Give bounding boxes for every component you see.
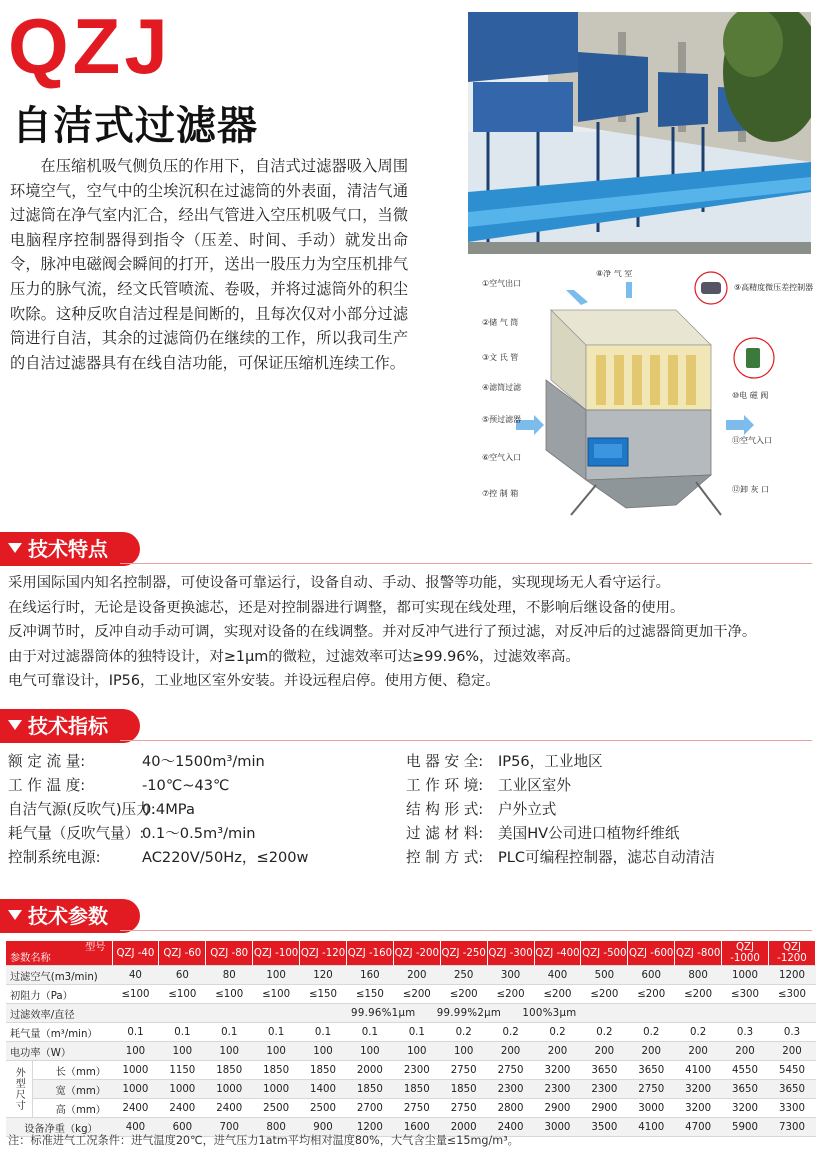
table-cell: 2000	[440, 1118, 487, 1137]
diag-label-l4: ④滤筒过滤	[482, 383, 522, 392]
diag-label-l6: ⑥空气入口	[482, 453, 522, 462]
table-cell: 200	[768, 1042, 815, 1061]
table-cell: 3650	[581, 1061, 628, 1080]
model-header: QZJ -40	[112, 941, 159, 966]
table-cell: 200	[581, 1042, 628, 1061]
table-cell: 0.1	[206, 1023, 253, 1042]
table-cell: 120	[300, 966, 347, 985]
table-cell: 250	[440, 966, 487, 985]
table-cell: 3650	[628, 1061, 675, 1080]
table-corner-cell	[6, 941, 112, 966]
row-label: 过滤空气(m3/min)	[6, 966, 112, 985]
table-cell: 200	[393, 966, 440, 985]
spec-row	[406, 846, 715, 870]
table-cell: 0.3	[722, 1023, 769, 1042]
spec-label: 工 作 环 境:	[406, 777, 484, 794]
corner-model-label: 型号	[85, 942, 106, 953]
spec-label: 额 定 流 量:	[8, 753, 86, 770]
model-header: QZJ -160	[346, 941, 393, 966]
spec-label: 自洁气源(反吹气)压力:	[8, 801, 156, 818]
row-label: 长（mm）	[32, 1061, 112, 1080]
model-header: QZJ -500	[581, 941, 628, 966]
table-cell: 3200	[675, 1099, 722, 1118]
table-cell: 2300	[487, 1080, 534, 1099]
table-cell: 0.1	[253, 1023, 300, 1042]
table-cell: 2900	[581, 1099, 628, 1118]
table-cell: 0.1	[159, 1023, 206, 1042]
spec-value: 0.4MPa	[142, 801, 195, 818]
table-cell: 0.1	[112, 1023, 159, 1042]
diag-label-l2: ②储 气 筒	[482, 318, 519, 327]
table-cell: 1850	[440, 1080, 487, 1099]
table-cell: 100	[206, 1042, 253, 1061]
triangle-icon	[8, 910, 22, 920]
table-cell: 3200	[722, 1099, 769, 1118]
diag-label-r2: ⑨高精度微压差控制器	[734, 283, 814, 292]
table-cell: 100	[346, 1042, 393, 1061]
table-cell: ≤200	[581, 985, 628, 1004]
spec-value: PLC可编程控制器，滤芯自动清洁	[498, 849, 715, 866]
section-header-specs	[0, 709, 820, 743]
table-cell: ≤200	[628, 985, 675, 1004]
table-cell: 100	[300, 1042, 347, 1061]
table-row	[6, 1061, 816, 1080]
diag-label-r3: ⑩电 磁 阀	[732, 391, 769, 400]
table-cell: 3650	[768, 1080, 815, 1099]
section-header-params	[0, 899, 820, 933]
spec-value: 美国HV公司进口植物纤维纸	[498, 825, 680, 842]
table-cell: ≤200	[675, 985, 722, 1004]
model-header: QZJ -60	[159, 941, 206, 966]
table-cell: 1400	[300, 1080, 347, 1099]
spec-value: AC220V/50Hz，≤200w	[142, 849, 309, 866]
table-cell: 40	[112, 966, 159, 985]
table-cell: 1850	[346, 1080, 393, 1099]
spec-value: 工业区室外	[498, 777, 571, 794]
table-cell: 2300	[534, 1080, 581, 1099]
table-cell: 1850	[253, 1061, 300, 1080]
table-cell: 200	[675, 1042, 722, 1061]
spec-row	[8, 750, 309, 774]
table-cell: 2500	[300, 1099, 347, 1118]
section-title-features: 技术特点	[28, 537, 108, 561]
table-cell: 2800	[487, 1099, 534, 1118]
feature-item: 反冲调节时，反冲自动手动可调，实现对设备的在线调整。并对反冲气进行了预过滤，对反冲后的过滤器筒更加干净。	[8, 624, 757, 641]
specs-right-column	[406, 750, 715, 870]
table-cell: 2000	[346, 1061, 393, 1080]
intro-paragraph: 在压缩机吸气侧负压的作用下，自洁式过滤器吸入周围环境空气，空气中的尘埃沉积在过滤筒的外表面，清洁气通过滤筒在净气室内汇合，经出气管进入空压机吸气口，当微电脑程序控制器得到指令（压差、时间、手动）就发出命令，脉冲电磁阀会瞬间的打开，送出一股压力为空压机排气压力的脉气流，经文氏管喷流、卷吸，并将过滤筒外的积尘吹除。这种反吹自洁过程是间断的，且每次仅对小部分过滤筒进行自洁，其余的过滤筒仍在继续的工作，所以我司生产的自洁过滤器具有在线自洁功能，可保证压缩机连续工作。	[10, 157, 408, 372]
spec-value: -10℃~43℃	[142, 777, 230, 794]
table-cell: 3000	[628, 1099, 675, 1118]
table-cell: 300	[487, 966, 534, 985]
spec-row	[406, 750, 715, 774]
feature-item: 在线运行时，无论是设备更换滤芯，还是对控制器进行调整，都可实现在线处理，不影响后继设备的使用。	[8, 599, 685, 616]
table-cell: ≤200	[487, 985, 534, 1004]
table-cell: ≤300	[768, 985, 815, 1004]
table-cell: 800	[253, 1118, 300, 1137]
table-cell: 3000	[534, 1118, 581, 1137]
table-cell: 4100	[675, 1061, 722, 1080]
table-cell: 200	[628, 1042, 675, 1061]
triangle-icon	[8, 720, 22, 730]
table-cell: 800	[675, 966, 722, 985]
table-cell: 2400	[487, 1118, 534, 1137]
model-header: QZJ -400	[534, 941, 581, 966]
model-header: QZJ -1200	[768, 941, 815, 966]
table-cell: ≤150	[300, 985, 347, 1004]
table-cell: 1150	[159, 1061, 206, 1080]
table-cell: 600	[159, 1118, 206, 1137]
table-cell: 2750	[628, 1080, 675, 1099]
table-cell: 7300	[768, 1118, 815, 1137]
spec-row	[8, 774, 309, 798]
feature-list	[8, 571, 820, 694]
filter-structure-diagram	[476, 270, 814, 518]
spec-row	[406, 798, 715, 822]
section-title-specs: 技术指标	[28, 714, 108, 738]
table-cell: 2750	[440, 1099, 487, 1118]
table-cell: 2750	[487, 1061, 534, 1080]
table-cell: 0.1	[346, 1023, 393, 1042]
model-header: QZJ -300	[487, 941, 534, 966]
row-label: 电功率（W）	[6, 1042, 112, 1061]
table-cell: 100	[440, 1042, 487, 1061]
table-cell: 0.2	[581, 1023, 628, 1042]
spec-row	[8, 846, 309, 870]
spec-row	[8, 798, 309, 822]
table-cell: 4100	[628, 1118, 675, 1137]
table-cell: 0.1	[393, 1023, 440, 1042]
table-cell: 200	[487, 1042, 534, 1061]
row-label: 高（mm）	[32, 1099, 112, 1118]
table-cell: 3300	[768, 1099, 815, 1118]
table-cell: 100	[253, 1042, 300, 1061]
installation-photo	[468, 12, 811, 254]
spec-label: 耗气量（反吹气量）:	[8, 825, 145, 842]
spec-label: 控 制 方 式:	[406, 849, 484, 866]
row-label: 过滤效率/直径	[6, 1004, 112, 1023]
table-cell: ≤100	[206, 985, 253, 1004]
spec-value: 户外立式	[498, 801, 557, 818]
table-cell: 2400	[206, 1099, 253, 1118]
table-cell: 0.2	[440, 1023, 487, 1042]
brand-logo: QZJ	[8, 2, 172, 90]
table-cell: 0.2	[675, 1023, 722, 1042]
table-cell: 100	[253, 966, 300, 985]
table-cell: 1000	[112, 1080, 159, 1099]
spec-value: 40～1500m³/min	[142, 753, 265, 770]
table-cell: 900	[300, 1118, 347, 1137]
diag-label-l7: ⑦控 制 箱	[482, 489, 519, 498]
diag-label-r5: ⑫卸 灰 口	[732, 485, 770, 494]
table-cell: ≤150	[346, 985, 393, 1004]
table-cell: 700	[206, 1118, 253, 1137]
table-cell: 0.2	[534, 1023, 581, 1042]
table-cell: 80	[206, 966, 253, 985]
table-cell: ≤100	[253, 985, 300, 1004]
spec-label: 过 滤 材 料:	[406, 825, 484, 842]
table-cell: ≤100	[159, 985, 206, 1004]
footnote: 注：标准进气工况条件：进气温度20℃，进气压力1atm平均相对温度80%，大气含尘量≤15mg/m³。	[8, 1134, 519, 1147]
spec-row	[406, 774, 715, 798]
table-cell: 3500	[581, 1118, 628, 1137]
table-cell: 0.3	[768, 1023, 815, 1042]
model-header: QZJ -1000	[722, 941, 769, 966]
table-cell: 2400	[112, 1099, 159, 1118]
feature-item: 由于对过滤器筒体的独特设计，对≥1μm的微粒，过滤效率可达≥99.96%，过滤效率高。	[8, 648, 580, 665]
table-cell: 2500	[253, 1099, 300, 1118]
table-cell: 4550	[722, 1061, 769, 1080]
table-cell: 2300	[393, 1061, 440, 1080]
diag-label-r1: ⑧净 气 室	[596, 270, 633, 278]
diag-label-r4: ⑪空气入口	[732, 436, 772, 445]
table-cell: 2700	[346, 1099, 393, 1118]
diag-label-l3: ③文 氏 管	[482, 353, 519, 362]
model-header: QZJ -200	[393, 941, 440, 966]
model-header: QZJ -120	[300, 941, 347, 966]
table-row	[6, 985, 816, 1004]
table-row	[6, 1042, 816, 1061]
table-cell: ≤200	[393, 985, 440, 1004]
triangle-icon	[8, 543, 22, 553]
table-cell: 0.1	[300, 1023, 347, 1042]
table-cell: 3650	[722, 1080, 769, 1099]
table-cell: 500	[581, 966, 628, 985]
efficiency-value: 99.96%1μm 99.99%2μm 100%3μm	[112, 1004, 816, 1023]
table-cell: 3200	[534, 1061, 581, 1080]
table-cell: 5900	[722, 1118, 769, 1137]
table-cell: 1000	[206, 1080, 253, 1099]
table-cell: 1000	[722, 966, 769, 985]
specs-left-column	[8, 750, 309, 870]
table-cell: 1600	[393, 1118, 440, 1137]
spec-row	[406, 822, 715, 846]
spec-row	[8, 822, 309, 846]
table-cell: 2750	[440, 1061, 487, 1080]
model-header: QZJ -800	[675, 941, 722, 966]
table-cell: 1200	[768, 966, 815, 985]
table-row	[6, 1099, 816, 1118]
row-label: 耗气量（m³/min）	[6, 1023, 112, 1042]
table-cell: 60	[159, 966, 206, 985]
spec-value: 0.1～0.5m³/min	[142, 825, 256, 842]
table-row	[6, 1004, 816, 1023]
table-cell: 2750	[393, 1099, 440, 1118]
table-cell: ≤200	[534, 985, 581, 1004]
table-cell: 400	[112, 1118, 159, 1137]
spec-value: IP56，工业地区	[498, 753, 603, 770]
table-row	[6, 1080, 816, 1099]
section-title-params: 技术参数	[28, 904, 108, 928]
model-header: QZJ -600	[628, 941, 675, 966]
table-cell: 2400	[159, 1099, 206, 1118]
table-cell: 600	[628, 966, 675, 985]
table-cell: 1200	[346, 1118, 393, 1137]
table-cell: 4700	[675, 1118, 722, 1137]
feature-item: 电气可靠设计，IP56，工业地区室外安装。并设远程启停。使用方便、稳定。	[8, 673, 500, 690]
table-cell: ≤300	[722, 985, 769, 1004]
model-header: QZJ -80	[206, 941, 253, 966]
spec-label: 电 器 安 全:	[406, 753, 484, 770]
table-cell: 100	[112, 1042, 159, 1061]
page-title: 自洁式过滤器	[12, 103, 258, 149]
section-header-features	[0, 532, 820, 566]
corner-param-label: 参数名称	[10, 953, 51, 964]
model-header: QZJ -250	[440, 941, 487, 966]
feature-item: 采用国际国内知名控制器，可使设备可靠运行，设备自动、手动、报警等功能，实现现场无人看守运行。	[8, 575, 670, 591]
table-cell: 2900	[534, 1099, 581, 1118]
table-row	[6, 966, 816, 985]
table-cell: 200	[534, 1042, 581, 1061]
table-cell: 2300	[581, 1080, 628, 1099]
diag-label-l1: ①空气出口	[482, 279, 522, 288]
table-cell: 3200	[675, 1080, 722, 1099]
row-label: 设备净重（kg）	[6, 1118, 112, 1137]
table-cell: 1000	[112, 1061, 159, 1080]
table-cell: 1000	[159, 1080, 206, 1099]
table-header-row	[6, 941, 816, 966]
parameter-table	[6, 941, 816, 1137]
spec-label: 结 构 形 式:	[406, 801, 484, 818]
spec-label: 工 作 温 度:	[8, 777, 86, 794]
table-cell: 1850	[393, 1080, 440, 1099]
table-cell: 1850	[300, 1061, 347, 1080]
table-cell: 100	[393, 1042, 440, 1061]
table-cell: 1000	[253, 1080, 300, 1099]
table-cell: 200	[722, 1042, 769, 1061]
table-cell: 0.2	[628, 1023, 675, 1042]
table-row	[6, 1023, 816, 1042]
table-cell: 160	[346, 966, 393, 985]
table-cell: 400	[534, 966, 581, 985]
size-group-label: 外型尺寸	[6, 1061, 32, 1118]
table-cell: 100	[159, 1042, 206, 1061]
table-cell: 0.2	[487, 1023, 534, 1042]
row-label: 宽（mm）	[32, 1080, 112, 1099]
row-label: 初阻力（Pa）	[6, 985, 112, 1004]
model-header: QZJ -100	[253, 941, 300, 966]
table-cell: ≤200	[440, 985, 487, 1004]
spec-label: 控制系统电源:	[8, 849, 101, 866]
table-cell: ≤100	[112, 985, 159, 1004]
diag-label-l5: ⑤预过滤器	[482, 415, 522, 424]
table-cell: 5450	[768, 1061, 815, 1080]
table-cell: 1850	[206, 1061, 253, 1080]
